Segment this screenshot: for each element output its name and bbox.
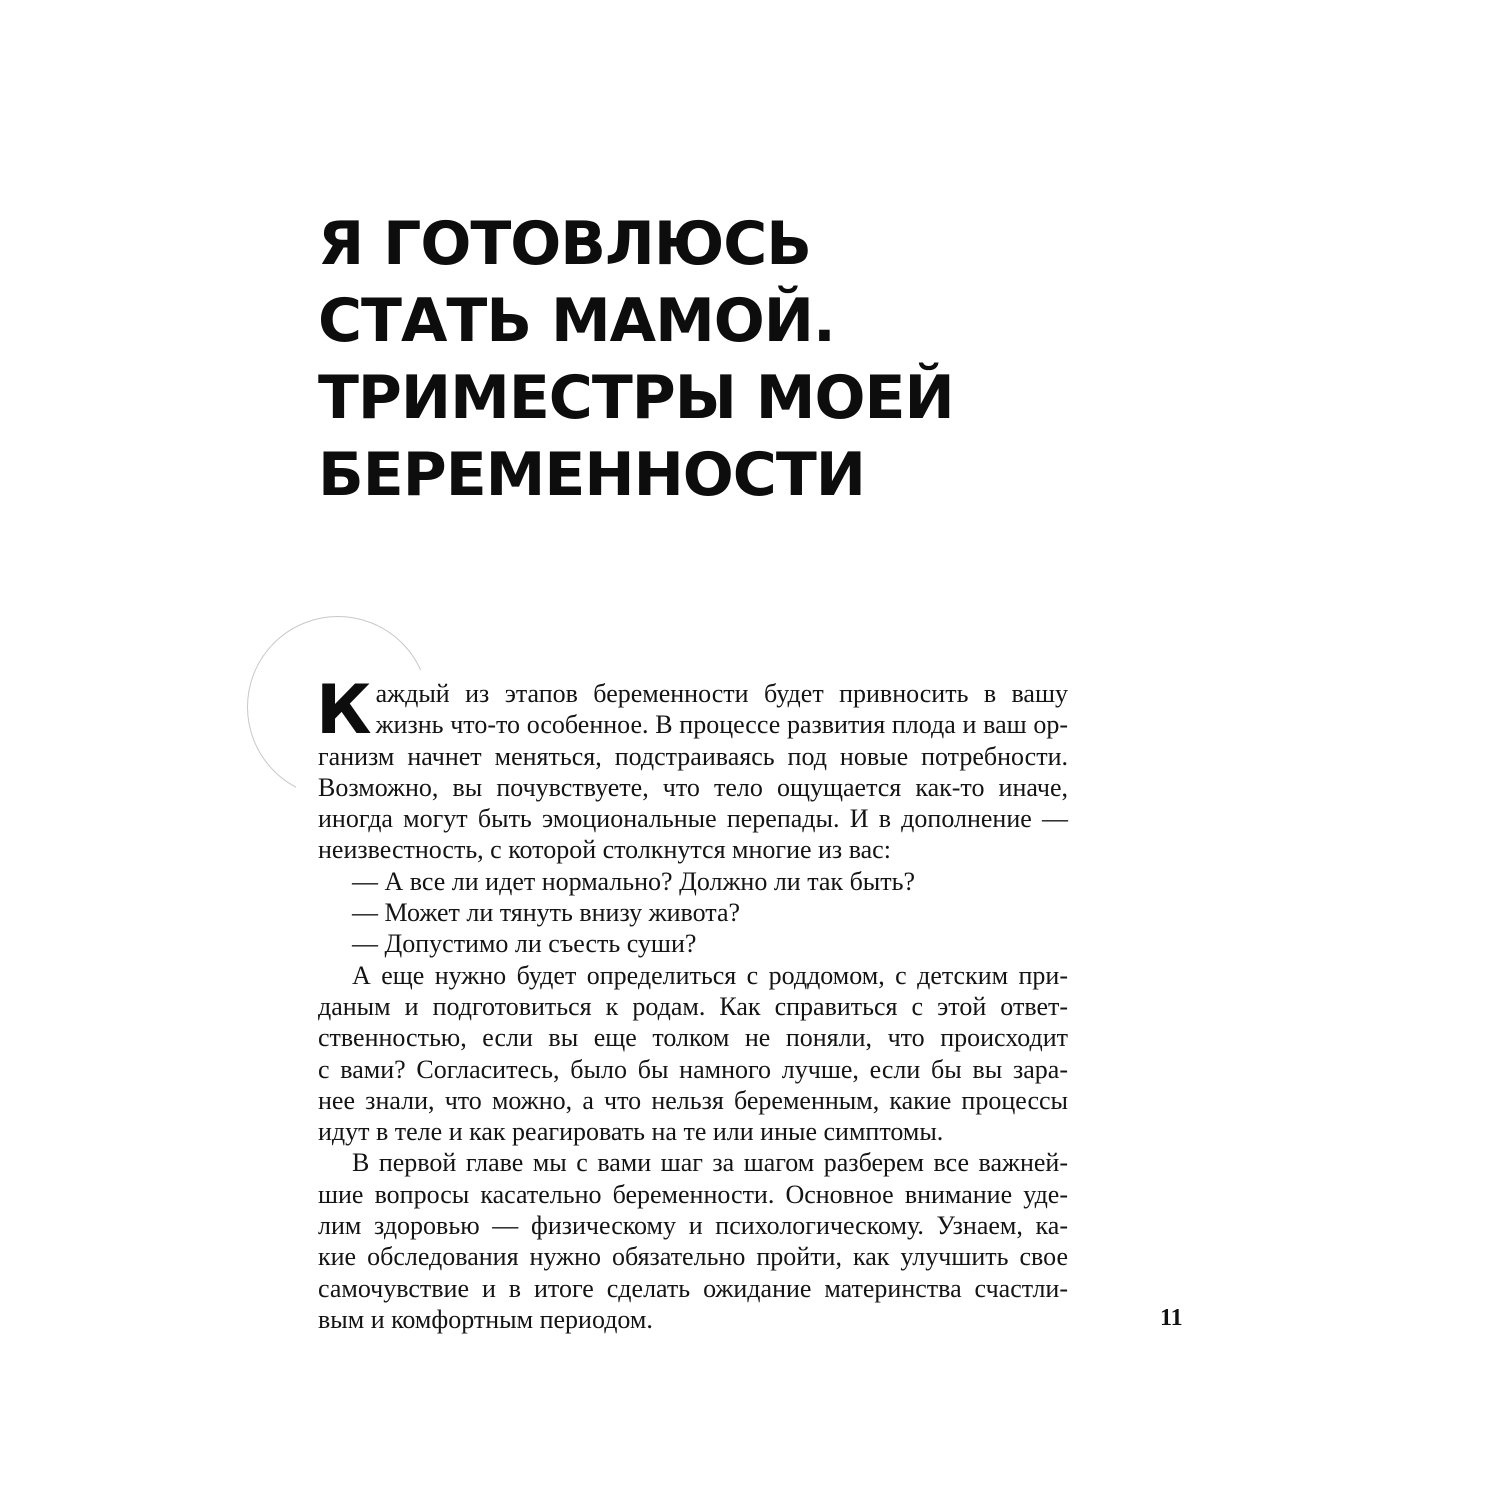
text-line: даным и подготовиться к родам. Как справиться с этой ответ- [318, 991, 1068, 1021]
paragraph-2 [318, 960, 1068, 1148]
text-line: В первой главе мы с вами шаг за шагом разберем все важней- [352, 1148, 1068, 1178]
question-item: — Допустимо ли съесть суши? [352, 929, 697, 959]
text-line: А еще нужно будет определиться с роддомом, с детским при- [352, 960, 1068, 990]
text-line: вым и комфортным периодом. [318, 1304, 653, 1334]
text-line: неизвестность, с которой столкнутся многие из вас: [318, 835, 891, 865]
chapter-title-line: БЕРЕМЕННОСТИ [318, 440, 865, 510]
question-item: — А все ли идет нормально? Должно ли так быть? [352, 866, 916, 896]
chapter-intro-text [316, 671, 1068, 1335]
text-line: шие вопросы касательно беременности. Основное внимание уде- [318, 1179, 1068, 1209]
question-list [318, 866, 1068, 960]
paragraph-1 [316, 671, 1068, 866]
question-item: — Может ли тянуть внизу живота? [352, 898, 741, 928]
page-number: 11 [1160, 1305, 1183, 1331]
text-line: иногда могут быть эмоциональные перепады. И в дополнение — [318, 804, 1068, 834]
chapter-title-line: Я ГОТОВЛЮСЬ [318, 209, 812, 279]
chapter-title-line: СТАТЬ МАМОЙ. [318, 286, 835, 356]
text-line: аждый из этапов беременности будет привносить в вашу [375, 679, 1068, 708]
text-line: самочувствие и в итоге сделать ожидание материнства счастли- [318, 1273, 1068, 1303]
chapter-title [318, 206, 954, 514]
text-line: лим здоровью — физическому и психологическому. Узнаем, ка- [318, 1211, 1068, 1241]
text-line: с вами? Согласитесь, было бы намного лучше, если бы вы зара- [318, 1054, 1068, 1084]
text-line: жизнь что-то особенное. В процессе развития плода и ваш ор- [375, 710, 1068, 740]
paragraph-3 [318, 1147, 1068, 1335]
text-line: нее знали, что можно, а что нельзя беременным, какие процессы [318, 1085, 1068, 1115]
text-line: Возможно, вы почувствуете, что тело ощущается как-то иначе, [318, 772, 1068, 802]
chapter-title-line: ТРИМЕСТРЫ МОЕЙ [318, 363, 954, 433]
drop-cap: К [316, 671, 372, 750]
text-line: кие обследования нужно обязательно пройти, как улучшить свое [318, 1242, 1068, 1272]
text-line: идут в теле и как реагировать на те или иные симптомы. [318, 1117, 944, 1147]
text-line: ственностью, если вы еще толком не поняли, что происходит [318, 1023, 1068, 1053]
text-line: ганизм начнет меняться, подстраиваясь под новые потребности. [318, 741, 1068, 771]
